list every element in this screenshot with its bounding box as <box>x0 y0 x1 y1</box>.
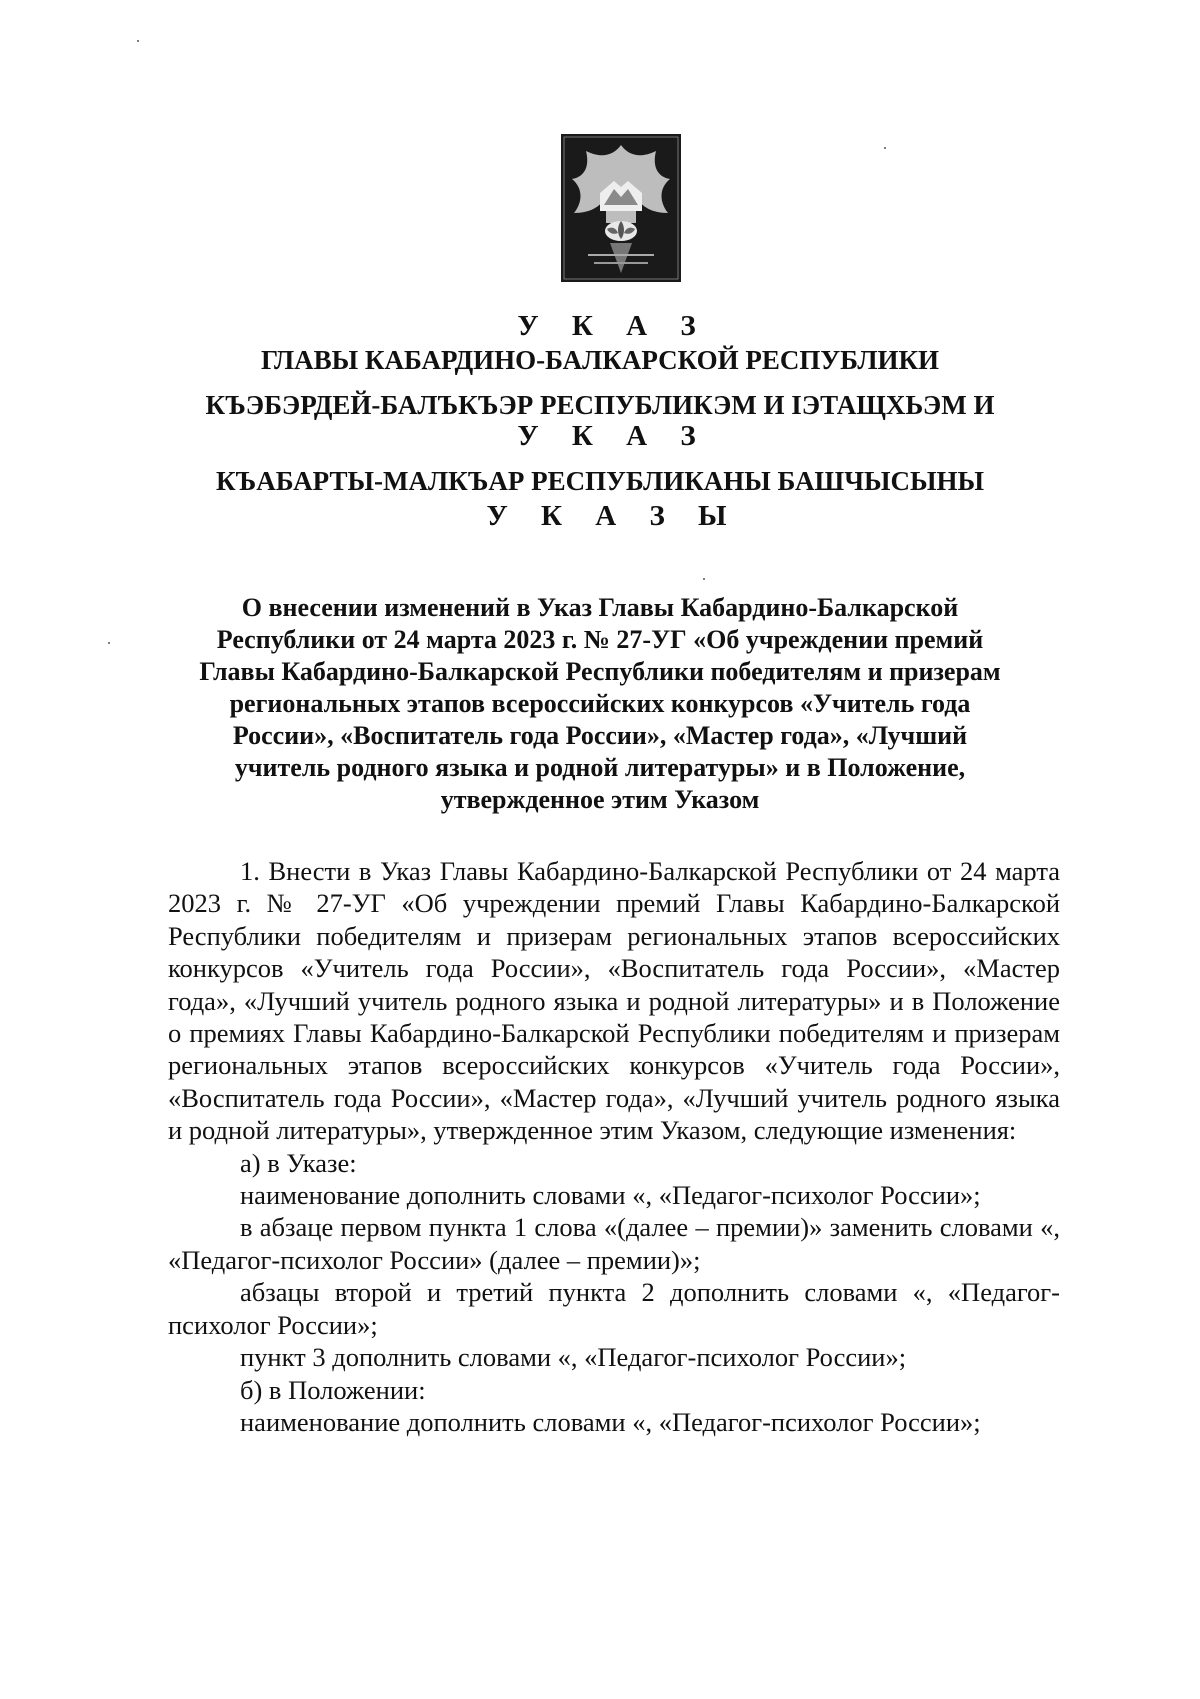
title-line: учитель родного языка и родной литературы» и в Положение, <box>234 753 966 782</box>
title-line: О внесении изменений в Указ Главы Кабардино-Балкарской <box>241 593 959 622</box>
document-body <box>168 855 1060 1438</box>
decree-heading-kab: У К А З <box>517 420 709 452</box>
scan-speck <box>703 578 705 580</box>
issuer-heading-kab: КЪЭБЭРДЕЙ-БАЛЪКЪЭР РЕСПУБЛИКЭМ И IЭТАЩХЬЭМ И <box>205 390 995 420</box>
document-title <box>150 592 1050 816</box>
subsection-a-label: а) в Указе: <box>240 1147 357 1178</box>
title-line: региональных этапов всероссийских конкурсов «Учитель года <box>229 689 971 718</box>
subsection-b-label: б) в Положении: <box>240 1374 426 1405</box>
decree-heading-bal: У К А З Ы <box>486 500 740 532</box>
amendment-a2: в абзаце первом пункта 1 слова «(далее – премии)» заменить словами «, «Педагог-психолог России» (далее – премии)»; <box>168 1212 1060 1275</box>
decree-heading-ru: У К А З <box>517 310 709 342</box>
amendment-a4: пункт 3 дополнить словами «, «Педагог-психолог России»; <box>240 1342 907 1373</box>
issuer-heading-ru: ГЛАВЫ КАБАРДИНО-БАЛКАРСКОЙ РЕСПУБЛИКИ <box>260 345 940 375</box>
title-line: утвержденное этим Указом <box>440 785 760 814</box>
amendment-b1: наименование дополнить словами «, «Педагог-психолог России»; <box>240 1406 981 1437</box>
title-line: Республики от 24 марта 2023 г. № 27-УГ «Об учреждении премий <box>216 625 984 654</box>
amendment-a1: наименование дополнить словами «, «Педагог-психолог России»; <box>240 1180 981 1211</box>
title-line: России», «Воспитатель года России», «Мастер года», «Лучший <box>232 721 968 750</box>
amendment-a3: абзацы второй и третий пункта 2 дополнить словами «, «Педагог-психолог России»; <box>168 1277 1060 1340</box>
scan-speck <box>884 147 886 149</box>
issuer-heading-bal: КЪАБАРТЫ-МАЛКЪАР РЕСПУБЛИКАНЫ БАШЧЫСЫНЫ <box>215 466 985 496</box>
scan-speck <box>108 642 110 644</box>
scan-speck <box>137 40 139 42</box>
coat-of-arms-emblem <box>560 133 682 283</box>
paragraph-1: 1. Внести в Указ Главы Кабардино-Балкарской Республики от 24 марта 2023 г. № 27-УГ «Об учреждении премий Главы Кабардино-Балкарской Республики победителям и призерам региональных этапов всероссийских конкурсов «Учитель года России», «Воспитатель года России», «Мастер года», «Лучший учитель родного языка и родной литературы» и в Положение о премиях Главы Кабардино-Балкарской Республики победителям и призерам региональных этапов всероссийских конкурсов «Учитель года России», «Воспитатель года России», «Мастер года», «Лучший учитель родного языка и родной литературы», утвержденное этим Указом, следующие изменения: <box>168 856 1060 1146</box>
title-line: Главы Кабардино-Балкарской Республики победителям и призерам <box>199 657 1001 686</box>
